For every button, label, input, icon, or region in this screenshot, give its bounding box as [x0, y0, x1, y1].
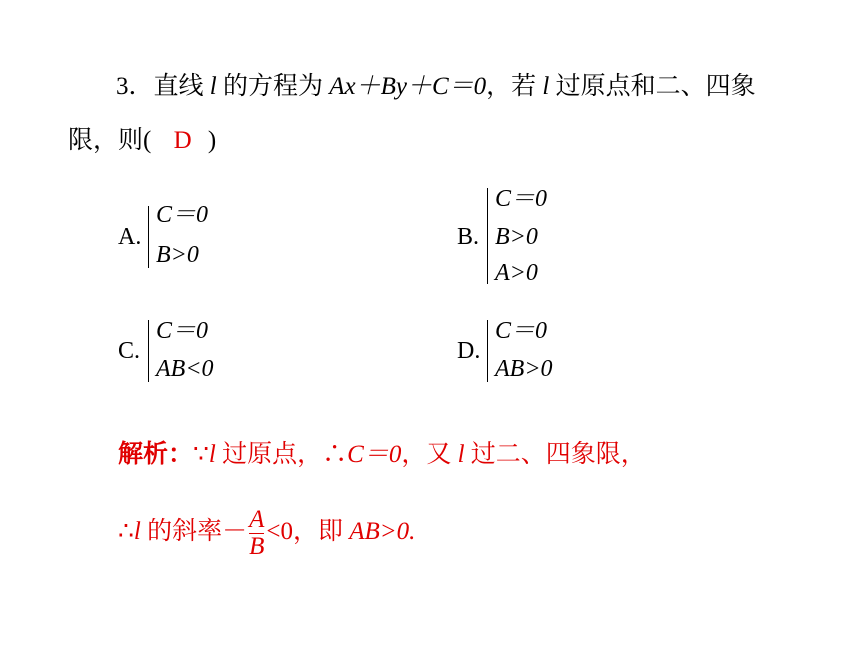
brace-icon	[487, 320, 488, 382]
condition: C＝0	[156, 318, 209, 344]
option-label: B.	[457, 224, 480, 250]
solution-line-1: 解析：∵l 过原点，∴C＝0，又 l 过二、四象限，	[118, 441, 646, 468]
slope-fraction: $\frac{A}{B}$	[249, 506, 265, 560]
option-c	[118, 316, 288, 388]
condition: B>0	[156, 242, 199, 268]
option-b	[457, 184, 617, 288]
question-line-1: 3．直线 l 的方程为 Ax＋By＋C＝0，若 l 过原点和二、四象	[116, 73, 756, 100]
brace-icon	[148, 206, 149, 268]
option-d	[457, 316, 627, 388]
condition: AB<0	[156, 356, 214, 382]
condition: AB>0	[495, 356, 553, 382]
option-label: D.	[457, 338, 481, 364]
condition: C＝0	[156, 202, 209, 228]
option-label: C.	[118, 338, 141, 364]
line-equation: Ax＋By＋C＝0	[329, 73, 487, 100]
brace-icon	[148, 320, 149, 382]
answer-mark: D	[173, 127, 192, 154]
solution-line-2: ∴l 的斜率－ $\frac{A}{B}$ <0，即 AB>0.	[118, 506, 416, 560]
condition: C＝0	[495, 186, 548, 212]
condition: B>0	[495, 224, 538, 250]
condition: C＝0	[495, 318, 548, 344]
condition: A>0	[495, 260, 538, 286]
brace-icon	[487, 188, 488, 284]
solution-heading: 解析：	[118, 441, 194, 468]
option-label: A.	[118, 224, 142, 250]
question-line-2: 限，则( D )	[68, 127, 217, 154]
option-a	[118, 202, 278, 274]
